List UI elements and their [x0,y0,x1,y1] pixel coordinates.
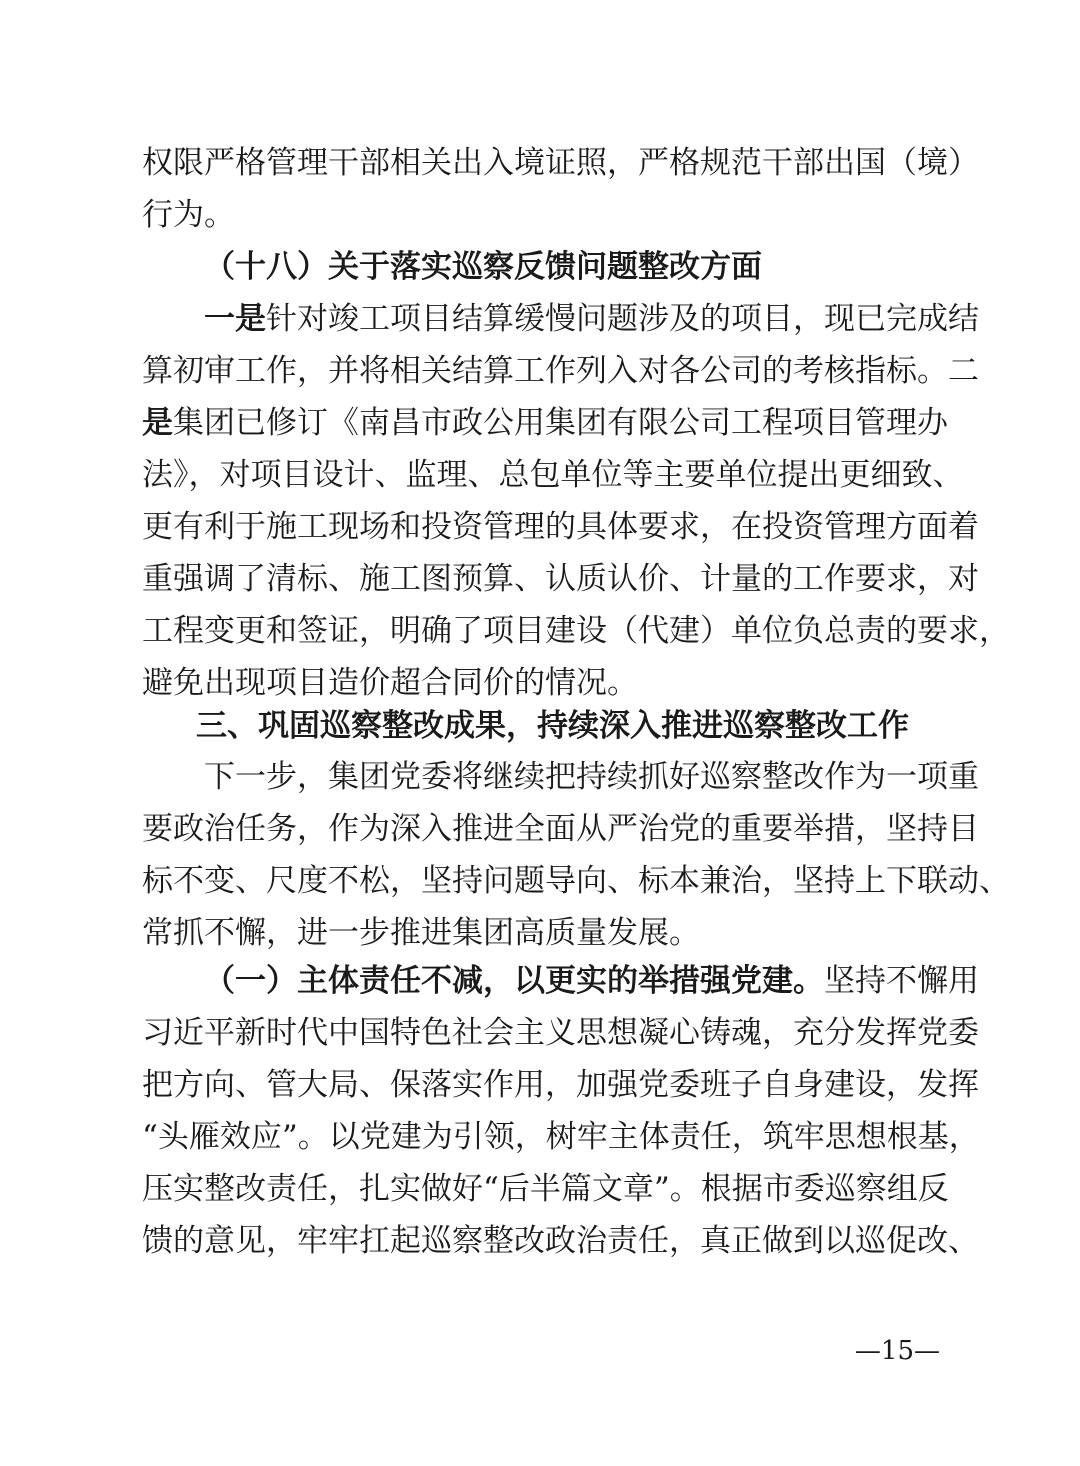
para4-line1-rest: 坚持不懈用 [824,963,979,999]
para2-line6: 重强调了清标、施工图预算、认质认价、计量的工作要求，对 [142,561,979,597]
para4-line3: 把方向、管大局、保落实作用，加强党委班子自身建设，发挥 [142,1067,979,1103]
para4-line5: 压实整改责任，扎实做好“后半篇文章”。根据市委巡察组反 [142,1171,949,1207]
para4-bold-lead: （一）主体责任不减，以更实的举措强党建。 [204,963,824,999]
para3-line3: 标不变、尺度不松，坚持问题导向、标本兼治，坚持上下联动、 [142,863,1010,899]
para4-line6: 馈的意见，牢牢扛起巡察整改政治责任，真正做到以巡促改、 [142,1223,979,1259]
para2-lead1: 一是 [204,301,266,337]
para2-line3-text: 集团已修订《南昌市政公用集团有限公司工程项目管理办 [173,405,948,441]
para2-line8: 避免出现项目造价超合同价的情况。 [142,665,638,701]
para3-line4: 常抓不懈，进一步推进集团高质量发展。 [142,915,700,951]
para2-line1 [204,293,979,345]
para4-line2: 习近平新时代中国特色社会主义思想凝心铸魂，充分发挥党委 [142,1015,979,1051]
subheading-18: （十八）关于落实巡察反馈问题整改方面 [204,249,762,285]
para2-line7: 工程变更和签证，明确了项目建设（代建）单位负总责的要求， [142,613,1010,649]
para2-lead2: 是 [142,405,173,441]
para2-line1-text: 针对竣工项目结算缓慢问题涉及的项目，现已完成结 [266,301,979,337]
para1-line2: 行为。 [142,197,235,233]
para2-line4: 法》，对项目设计、监理、总包单位等主要单位提出更细致、 [142,457,964,493]
para3-line1: 下一步，集团党委将继续把持续抓好巡察整改作为一项重 [204,759,979,795]
page-number: —15— [854,1336,940,1366]
section3-heading: 三、巩固巡察整改成果，持续深入推进巡察整改工作 [196,708,909,744]
para2-line3 [142,397,948,449]
para4-line4: “头雁效应”。以党建为引领，树牢主体责任，筑牢思想根基， [142,1119,980,1155]
para3-line2: 要政治任务，作为深入推进全面从严治党的重要举措，坚持目 [142,811,979,847]
para1-line1: 权限严格管理干部相关出入境证照，严格规范干部出国（境） [142,145,979,181]
para2-line2: 算初审工作，并将相关结算工作列入对各公司的考核指标。二 [142,353,979,389]
para4-line1 [204,955,979,1007]
para2-line5: 更有利于施工现场和投资管理的具体要求，在投资管理方面着 [142,509,979,545]
